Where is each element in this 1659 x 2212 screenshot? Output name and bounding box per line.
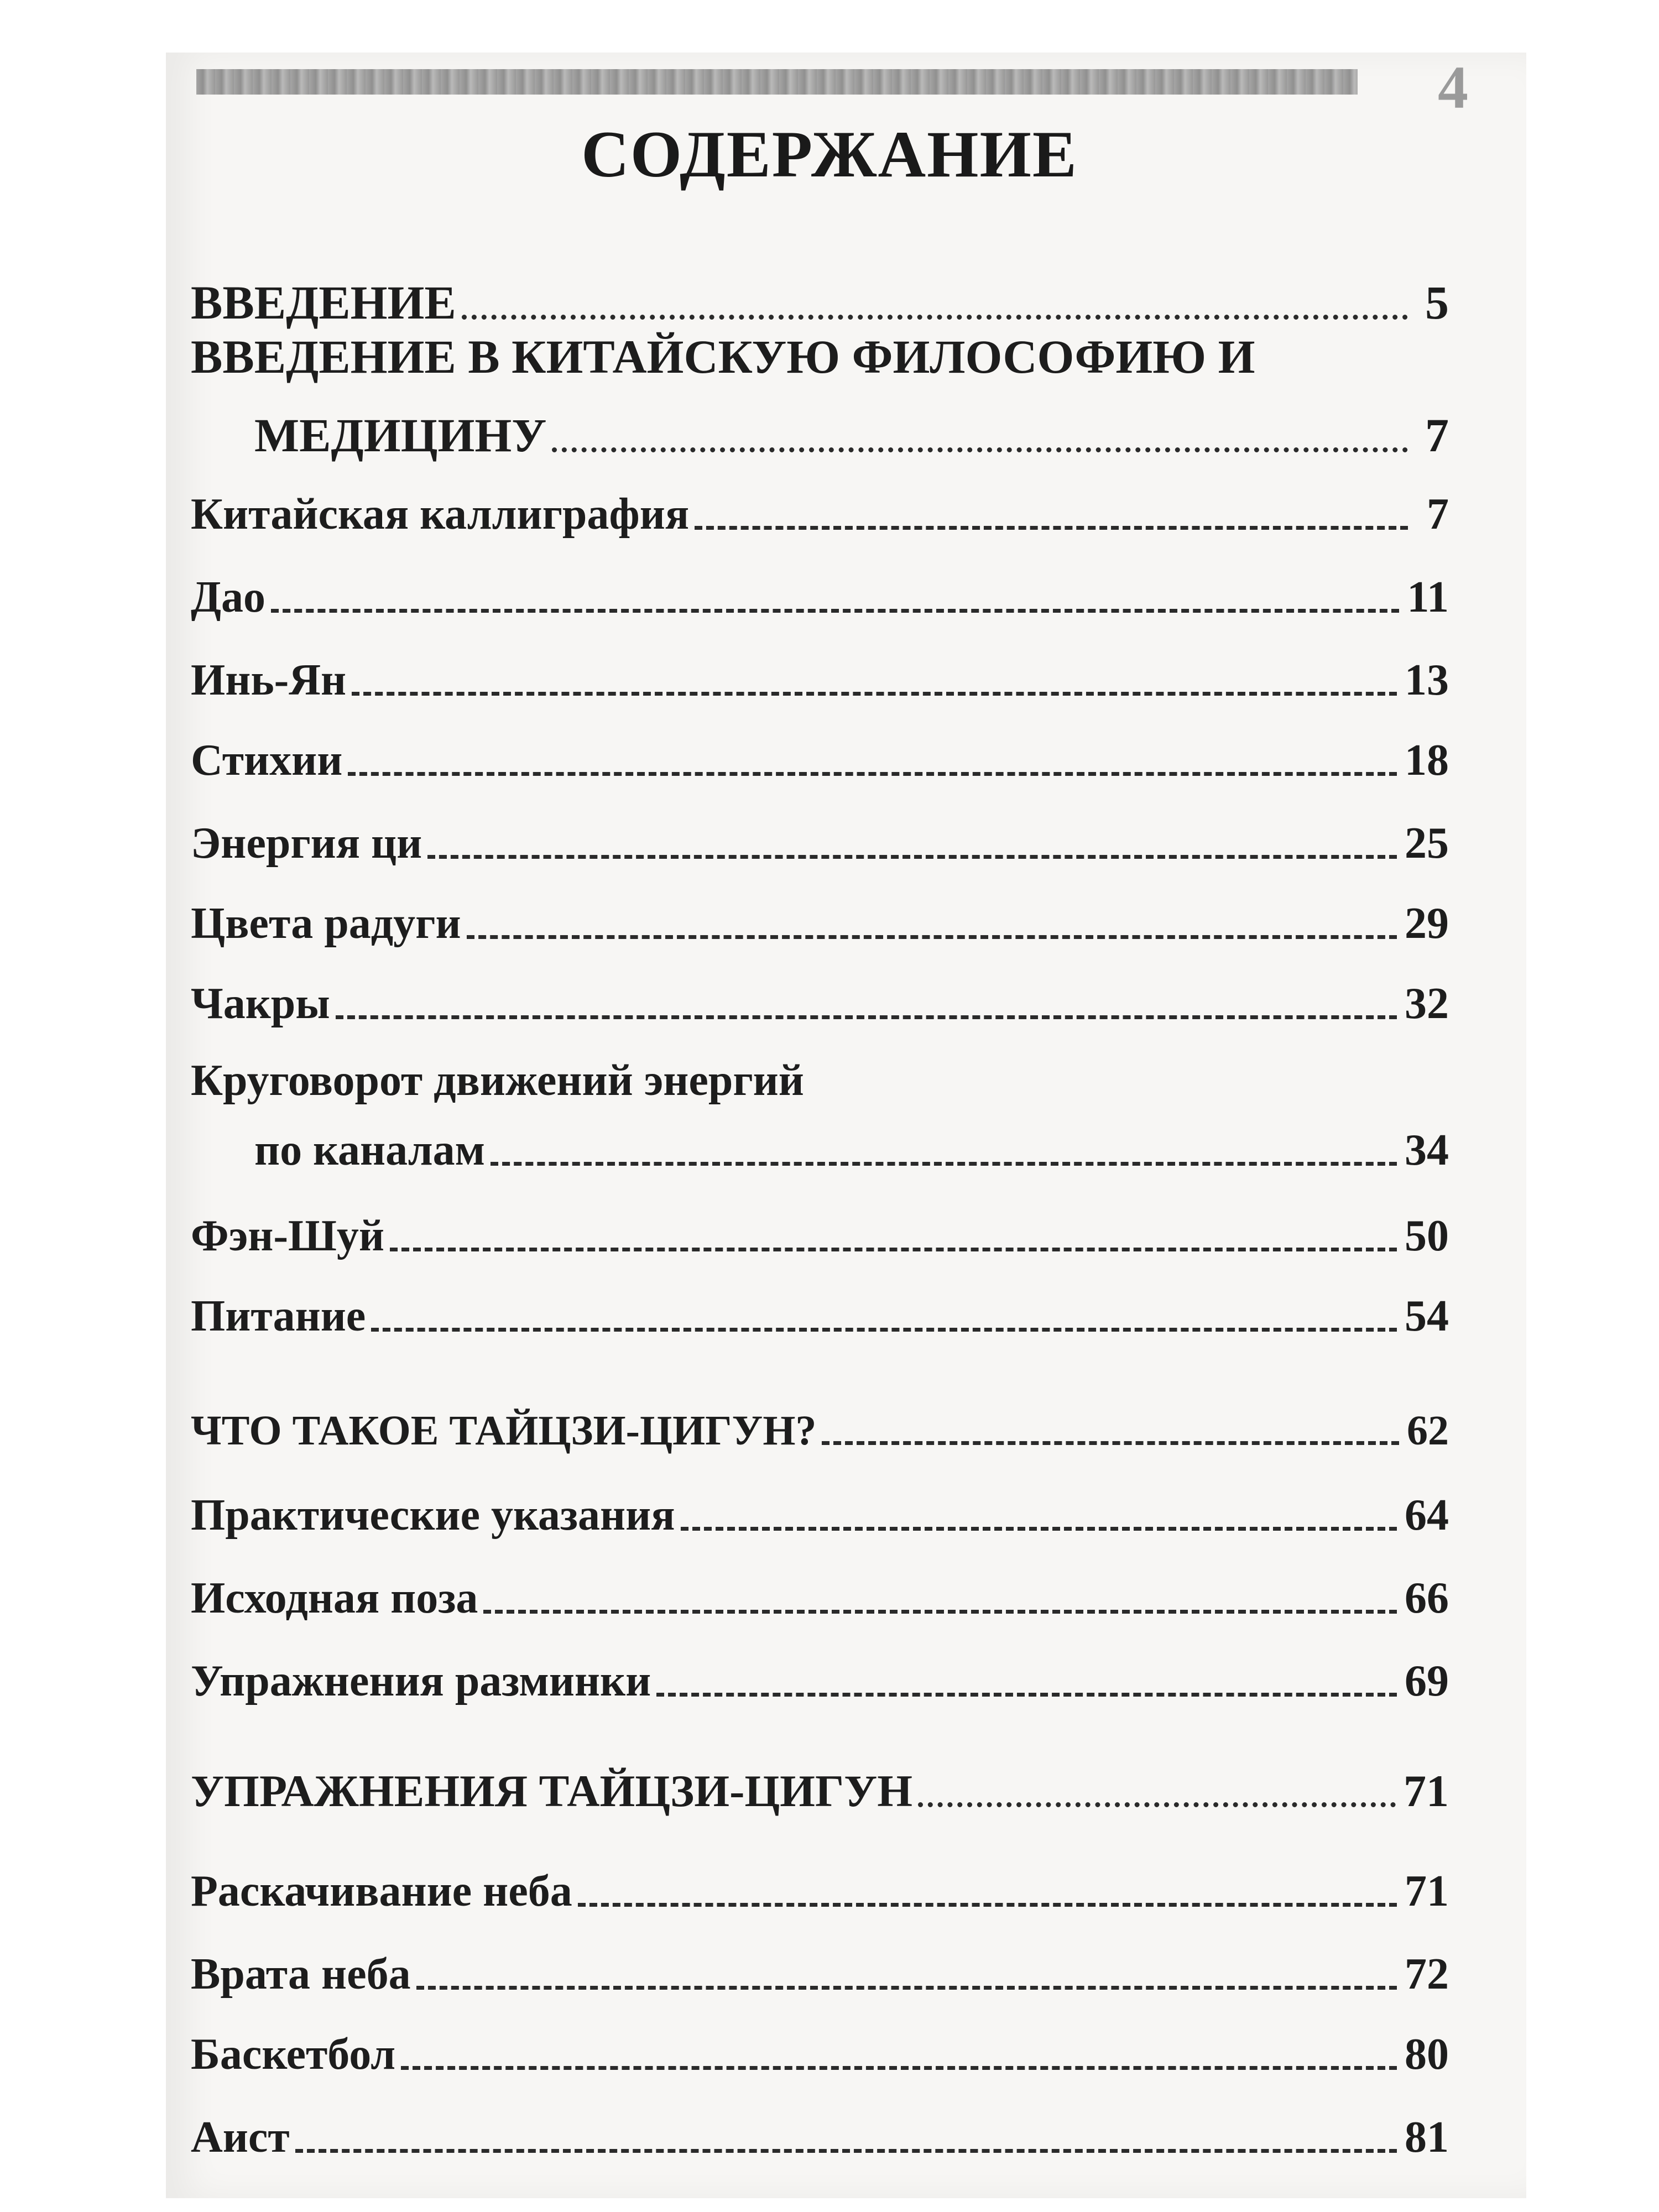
- toc-entry: [191, 476, 1449, 539]
- toc-entry-label: Цвета радуги: [191, 899, 461, 948]
- toc-entry-page: 62: [1407, 1407, 1449, 1454]
- toc-entry-page: 54: [1405, 1292, 1449, 1340]
- toc-entry-label-line1: Круговорот движений энергий: [191, 1056, 804, 1105]
- toc-entry-label: Врата неба: [191, 1950, 411, 1999]
- leader-dashes: [695, 526, 1408, 530]
- toc-entry-page: 50: [1405, 1212, 1449, 1260]
- toc-entry-page: 32: [1405, 979, 1449, 1028]
- leader-dashes: [390, 1248, 1397, 1251]
- leader-dashes: [371, 1328, 1397, 1332]
- toc-entry-page: 34: [1405, 1126, 1449, 1175]
- toc-entry-label: Исходная поза: [191, 1574, 478, 1623]
- corner-page-number: 4: [1438, 54, 1468, 121]
- toc-entry-label: Чакры: [191, 979, 330, 1028]
- toc-entry-label: Питание: [191, 1292, 366, 1340]
- toc-entry: [191, 641, 1449, 705]
- leader-dots: [918, 1802, 1396, 1807]
- toc-entry-label: УПРАЖНЕНИЯ ТАЙЦЗИ-ЦИГУН: [191, 1766, 913, 1816]
- toc-entry: [191, 265, 1449, 329]
- toc-entry: [191, 722, 1449, 785]
- page-title: СОДЕРЖАНИЕ: [581, 117, 1078, 191]
- header-rule: [196, 69, 1358, 95]
- toc-entry: [191, 1559, 1449, 1623]
- leader-dashes: [427, 855, 1397, 859]
- toc-entry-label: Раскачивание неба: [191, 1867, 572, 1916]
- toc-entry: [254, 1112, 1449, 1175]
- toc-entry-page: 18: [1405, 736, 1449, 785]
- toc-entry-page: 66: [1405, 1574, 1449, 1623]
- toc-entry-page: 71: [1404, 1766, 1449, 1816]
- toc-entry-label: Баскетбол: [191, 2030, 396, 2079]
- toc-entry-label: Инь-Ян: [191, 656, 347, 705]
- toc-entry: [191, 965, 1449, 1026]
- leader-dashes: [336, 1015, 1397, 1019]
- toc-entry-page: 29: [1405, 899, 1449, 948]
- leader-dashes: [681, 1527, 1397, 1531]
- toc-entry: [191, 1391, 1449, 1452]
- toc-entry-label: Практические указания: [191, 1491, 675, 1540]
- toc-entry: [191, 2099, 1449, 2162]
- toc-entry: [191, 885, 1449, 946]
- toc-entry-page: 11: [1407, 573, 1449, 622]
- toc-entry: [191, 2016, 1449, 2077]
- leader-dots: [552, 447, 1408, 452]
- leader-dashes: [271, 609, 1399, 613]
- toc-entry: [191, 1753, 1449, 1814]
- toc-entry-page: 7: [1425, 409, 1449, 462]
- toc-entry-label: Дао: [191, 573, 266, 622]
- leader-dashes: [467, 935, 1397, 939]
- toc-entry-page: 13: [1405, 656, 1449, 705]
- leader-dashes: [295, 2149, 1397, 2153]
- leader-dashes: [578, 1903, 1397, 1907]
- toc-entry: [191, 1853, 1449, 1916]
- toc-entry: [191, 1642, 1449, 1703]
- toc-entry-label: Упражнения разминки: [191, 1657, 651, 1705]
- toc-entry-page: 25: [1405, 819, 1449, 868]
- toc-entry-page: 7: [1427, 490, 1449, 539]
- toc-entry-label: ЧТО ТАКОЕ ТАЙЦЗИ-ЦИГУН?: [191, 1407, 817, 1454]
- toc-entry: [191, 1936, 1449, 1999]
- toc-entry-label: Энергия ци: [191, 819, 422, 868]
- toc-entry-label-line2: МЕДИЦИНУ: [254, 409, 547, 462]
- toc-entry-label: ВВЕДЕНИЕ: [191, 276, 456, 329]
- toc-entry: [191, 559, 1449, 622]
- toc-entry-label-line2: по каналам: [254, 1126, 486, 1175]
- toc-entry-label: Аист: [191, 2113, 290, 2162]
- leader-dashes: [656, 1693, 1397, 1697]
- leader-dashes: [491, 1162, 1397, 1166]
- toc-entry-page: 64: [1405, 1491, 1449, 1540]
- toc-entry-page: 69: [1405, 1657, 1449, 1705]
- leader-dashes: [483, 1610, 1397, 1614]
- toc-entry-label: Фэн-Шуй: [191, 1212, 384, 1260]
- toc-entry-page: 72: [1405, 1950, 1449, 1999]
- leader-dots: [462, 315, 1408, 320]
- toc-entry-label: Китайская каллиграфия: [191, 490, 690, 539]
- toc-entry: [191, 1277, 1449, 1338]
- leader-dashes: [401, 2066, 1397, 2070]
- toc-entry: [191, 805, 1449, 868]
- leader-dashes: [416, 1986, 1397, 1990]
- toc-entry: [254, 398, 1449, 462]
- toc-entry-label: Стихии: [191, 736, 343, 785]
- toc-entry-page: 5: [1425, 276, 1449, 329]
- toc-entry-page: 80: [1405, 2030, 1449, 2079]
- toc-entry-page: 81: [1405, 2113, 1449, 2162]
- toc-entry: [191, 1477, 1449, 1540]
- toc-entry: [191, 1197, 1449, 1258]
- toc-entry-page: 71: [1405, 1867, 1449, 1916]
- leader-dashes: [348, 772, 1397, 776]
- leader-dashes: [822, 1441, 1399, 1445]
- toc-entry-label-line1: ВВЕДЕНИЕ В КИТАЙСКУЮ ФИЛОСОФИЮ И: [191, 330, 1255, 383]
- leader-dashes: [352, 692, 1397, 696]
